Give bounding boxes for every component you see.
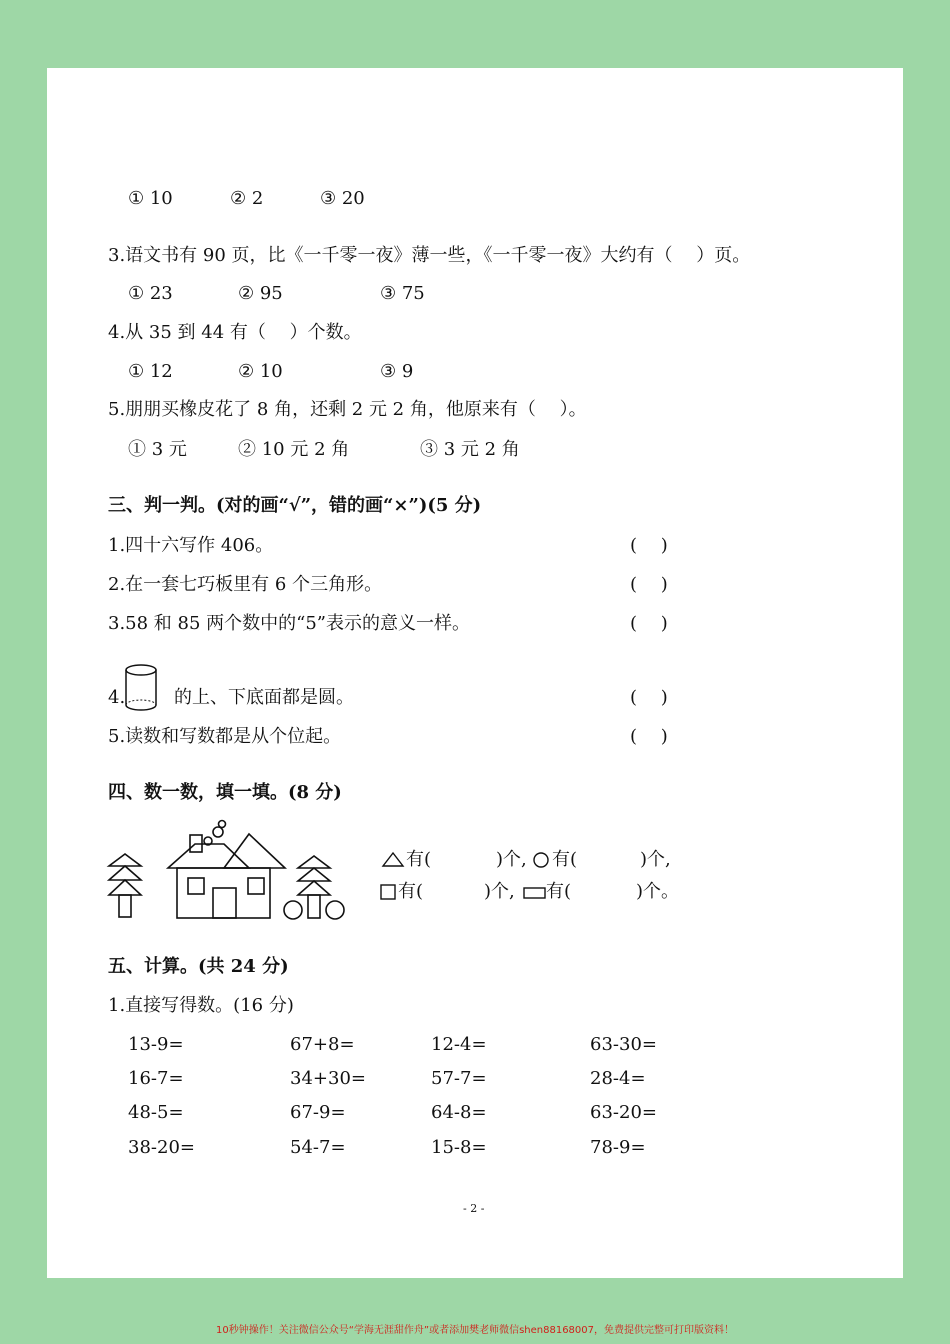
judge-item-1: 1.四十六写作 406。 xyxy=(108,535,274,556)
judge-item-4-text: 的上、下底面都是圆。 xyxy=(174,687,354,708)
cylinder-icon xyxy=(124,663,160,713)
section5-title: 五、计算。(共 24 分) xyxy=(108,956,289,977)
calc-item: 34+30= xyxy=(290,1068,366,1089)
calc-item: 54-7= xyxy=(290,1137,346,1158)
q4-option-1: ① 12 xyxy=(128,361,173,382)
judge-answer-4[interactable]: ( ) xyxy=(630,687,668,708)
calc-item: 67+8= xyxy=(290,1034,355,1055)
count-square-end: )个, xyxy=(484,881,515,902)
judge-answer-5[interactable]: ( ) xyxy=(630,726,668,747)
rectangle-icon xyxy=(523,883,547,901)
calc-item: 63-20= xyxy=(590,1102,657,1123)
q5-text: 5.朋朋买橡皮花了 8 角，还剩 2 元 2 角，他原来有（ ）。 xyxy=(108,399,587,420)
section4-title: 四、数一数，填一填。(8 分) xyxy=(108,782,342,803)
calc-item: 64-8= xyxy=(431,1102,487,1123)
calc-item: 12-4= xyxy=(431,1034,487,1055)
q4-option-2: ② 10 xyxy=(238,361,283,382)
judge-item-3: 3.58 和 85 两个数中的“5”表示的意义一样。 xyxy=(108,613,471,634)
judge-answer-1[interactable]: ( ) xyxy=(630,535,668,556)
count-circle-label: 有( xyxy=(552,849,578,870)
calc-item: 48-5= xyxy=(128,1102,184,1123)
q2-option-3: ③ 20 xyxy=(320,188,365,209)
q2-option-1: ① 10 xyxy=(128,188,173,209)
q4-option-3: ③ 9 xyxy=(380,361,414,382)
q3-option-3: ③ 75 xyxy=(380,283,425,304)
section5-subtitle: 1.直接写得数。(16 分) xyxy=(108,995,294,1016)
q5-option-3: ③ 3 元 2 角 xyxy=(420,439,520,460)
q2-option-2: ② 2 xyxy=(230,188,264,209)
calc-item: 13-9= xyxy=(128,1034,184,1055)
judge-answer-2[interactable]: ( ) xyxy=(630,574,668,595)
q5-option-2: ② 10 元 2 角 xyxy=(238,439,350,460)
count-circle-end: )个, xyxy=(640,849,671,870)
count-rectangle-end: )个。 xyxy=(636,881,680,902)
q3-option-1: ① 23 xyxy=(128,283,173,304)
calc-item: 63-30= xyxy=(590,1034,657,1055)
calc-item: 16-7= xyxy=(128,1068,184,1089)
judge-item-5: 5.读数和写数都是从个位起。 xyxy=(108,726,342,747)
q3-text: 3.语文书有 90 页，比《一千零一夜》薄一些，《一千零一夜》大约有（ ）页。 xyxy=(108,245,751,266)
count-triangle-label: 有( xyxy=(406,849,432,870)
judge-item-4-number: 4. xyxy=(108,687,126,708)
section3-title: 三、判一判。(对的画“√”，错的画“×”)(5 分) xyxy=(108,495,482,516)
q3-option-2: ② 95 xyxy=(238,283,283,304)
calc-item: 15-8= xyxy=(431,1137,487,1158)
circle-icon xyxy=(533,851,551,869)
calc-item: 57-7= xyxy=(431,1068,487,1089)
triangle-icon xyxy=(381,851,405,867)
calc-item: 67-9= xyxy=(290,1102,346,1123)
q4-text: 4.从 35 到 44 有（ ）个数。 xyxy=(108,322,362,343)
count-rectangle-label: 有( xyxy=(546,881,572,902)
count-square-label: 有( xyxy=(398,881,424,902)
q5-option-1: ① 3 元 xyxy=(128,439,187,460)
calc-item: 28-4= xyxy=(590,1068,646,1089)
calc-item: 38-20= xyxy=(128,1137,195,1158)
footer-notice: 10秒钟操作！关注微信公众号“学海无涯甜作舟”或者添加樊老师微信shen88168007，免费提供完整可打印版资料！ xyxy=(215,1325,735,1336)
page-number: - 2 - xyxy=(463,1202,485,1215)
shapes-picture xyxy=(105,820,350,925)
judge-answer-3[interactable]: ( ) xyxy=(630,613,668,634)
judge-item-2: 2.在一套七巧板里有 6 个三角形。 xyxy=(108,574,383,595)
calc-item: 78-9= xyxy=(590,1137,646,1158)
square-icon xyxy=(380,883,398,901)
count-triangle-end: )个, xyxy=(496,849,527,870)
